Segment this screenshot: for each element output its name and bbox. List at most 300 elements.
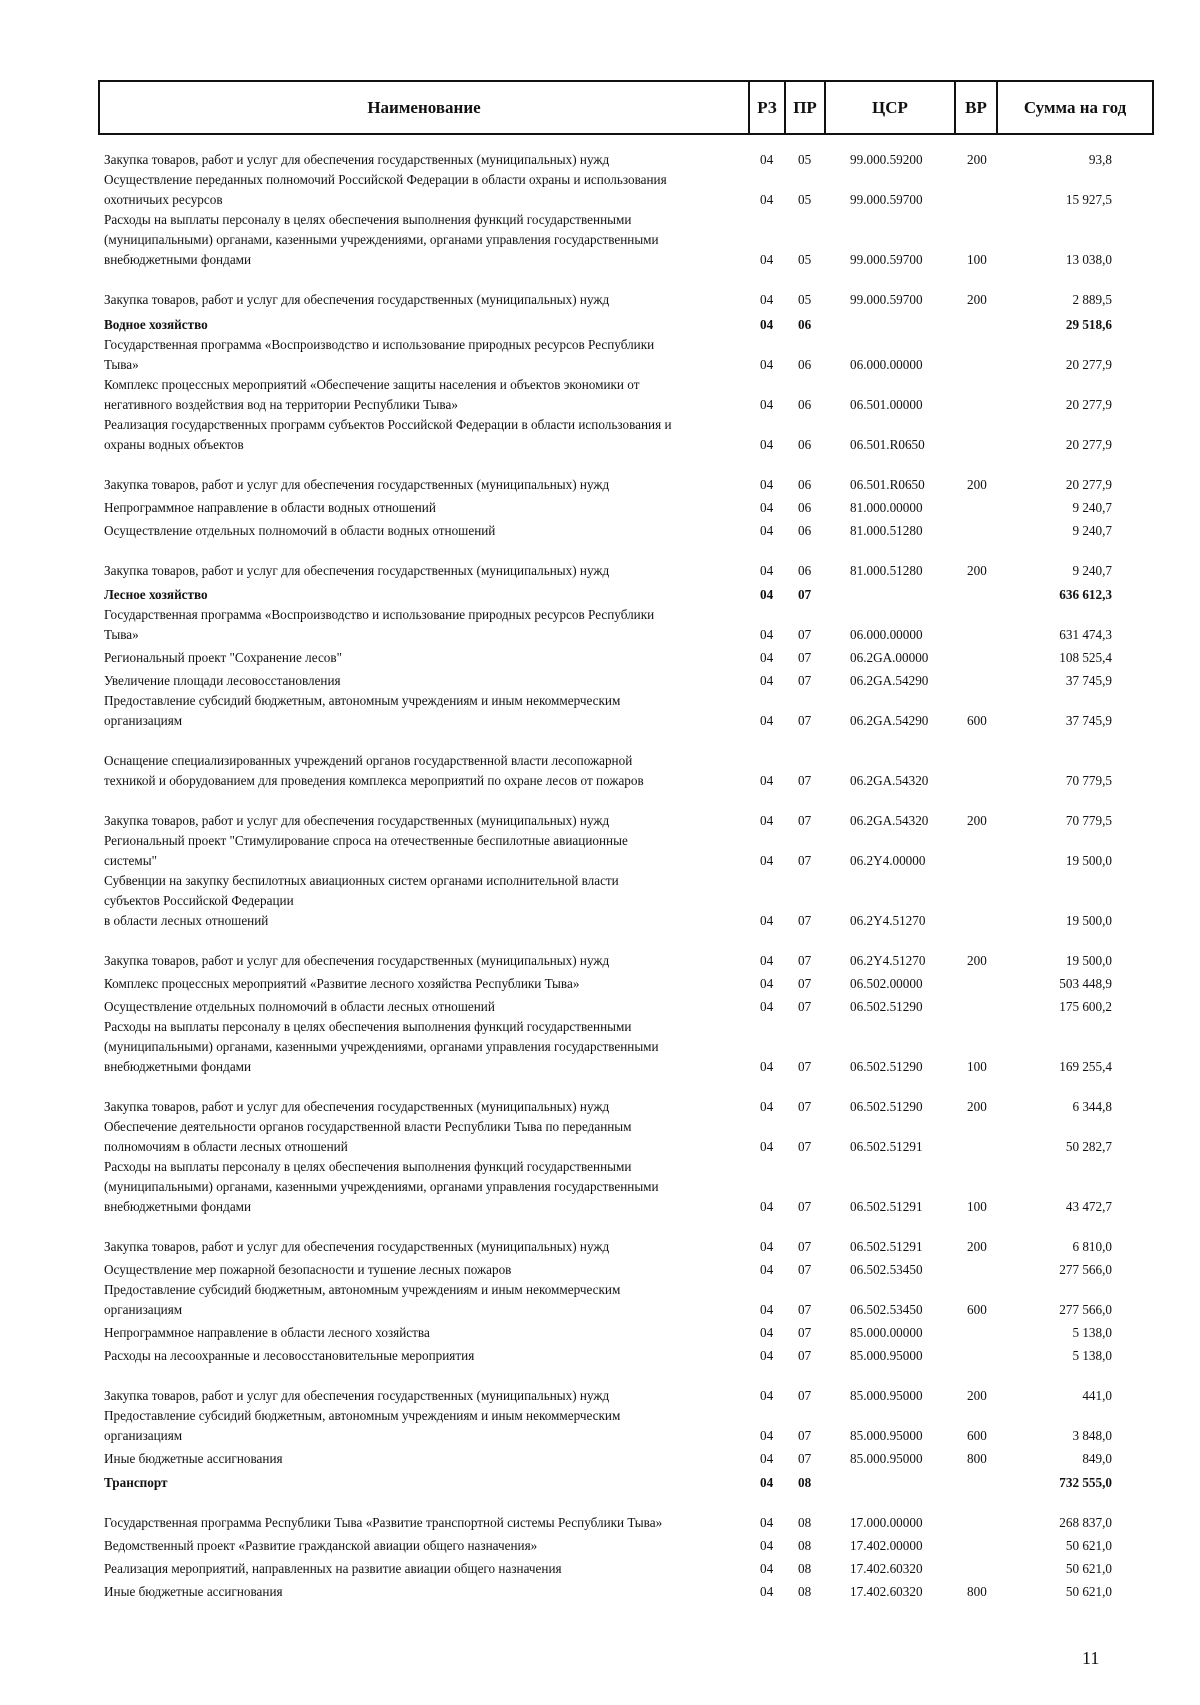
row-rz: 04 [760, 1325, 774, 1340]
row-name-line: Непрограммное направление в области лесного хозяйства [104, 1325, 430, 1340]
row-sum: 37 745,9 [1065, 713, 1112, 728]
table-row [0, 1473, 1200, 1493]
table-row [0, 1237, 1200, 1257]
row-name-line: Закупка товаров, работ и услуг для обеспечения государственных (муниципальных) нужд [104, 1099, 610, 1114]
row-rz: 04 [760, 317, 774, 332]
row-csr: 99.000.59700 [850, 192, 923, 207]
row-rz: 04 [760, 650, 774, 665]
row-pr: 08 [798, 1475, 812, 1490]
row-csr: 06.2Y4.51270 [850, 913, 926, 928]
row-vr: 200 [967, 953, 987, 968]
row-name [104, 1017, 754, 1077]
row-name-line: Региональный проект "Сохранение лесов" [104, 650, 342, 665]
row-rz: 04 [760, 1538, 774, 1553]
row-pr: 07 [798, 1199, 812, 1214]
table-row [0, 415, 1200, 455]
row-name-line: Закупка товаров, работ и услуг для обеспечения государственных (муниципальных) нужд [104, 1239, 610, 1254]
row-pr: 06 [798, 357, 812, 372]
row-csr: 81.000.51280 [850, 563, 923, 578]
row-csr: 06.502.51290 [850, 1099, 923, 1114]
row-pr: 07 [798, 673, 812, 688]
row-pr: 08 [798, 1584, 812, 1599]
row-vr: 200 [967, 1239, 987, 1254]
row-name-line: Осуществление переданных полномочий Российской Федерации в области охраны и использования [104, 172, 667, 187]
row-name-line: Увеличение площади лесовосстановления [104, 673, 341, 688]
row-name-line: Комплекс процессных мероприятий «Обеспечение защиты населения и объектов экономики от [104, 377, 640, 392]
row-name [104, 1406, 754, 1446]
table-row [0, 561, 1200, 581]
row-name-line: Оснащение специализированных учреждений органов государственной власти лесопожарной [104, 753, 633, 768]
row-rz: 04 [760, 773, 774, 788]
row-name [104, 1097, 754, 1117]
row-rz: 04 [760, 437, 774, 452]
row-pr: 07 [798, 713, 812, 728]
row-name-line: Государственная программа «Воспроизводство и использование природных ресурсов Республики [104, 337, 655, 352]
row-name [104, 210, 754, 270]
row-name-line: Реализация мероприятий, направленных на развитие авиации общего назначения [104, 1561, 562, 1576]
row-pr: 07 [798, 773, 812, 788]
row-pr: 08 [798, 1538, 812, 1553]
row-pr: 07 [798, 587, 812, 602]
row-name-line: Расходы на лесоохранные и лесовосстановительные мероприятия [104, 1348, 475, 1363]
row-name-line: Обеспечение деятельности органов государственной власти Республики Тыва по переданным [104, 1119, 632, 1134]
row-vr: 200 [967, 563, 987, 578]
row-name-line: техникой и оборудованием для проведения комплекса мероприятий по охране лесов от пожаров [104, 773, 644, 788]
table-row [0, 1559, 1200, 1579]
row-rz: 04 [760, 500, 774, 515]
row-name-line: внебюджетными фондами [104, 1199, 252, 1214]
row-name [104, 1157, 754, 1217]
table-row [0, 150, 1200, 170]
row-name-line: Закупка товаров, работ и услуг для обеспечения государственных (муниципальных) нужд [104, 292, 610, 307]
row-csr: 85.000.00000 [850, 1325, 923, 1340]
row-rz: 04 [760, 1561, 774, 1576]
row-name-line: Государственная программа Республики Тыва «Развитие транспортной системы Республики Тыва» [104, 1515, 663, 1530]
row-sum: 19 500,0 [1065, 853, 1112, 868]
row-rz: 04 [760, 713, 774, 728]
row-pr: 07 [798, 853, 812, 868]
row-rz: 04 [760, 1515, 774, 1530]
row-pr: 07 [798, 1451, 812, 1466]
row-csr: 06.502.53450 [850, 1302, 923, 1317]
row-rz: 04 [760, 913, 774, 928]
table-row [0, 1513, 1200, 1533]
row-sum: 50 621,0 [1065, 1584, 1112, 1599]
row-csr: 06.2GA.54290 [850, 713, 929, 728]
header-vr: ВР [954, 82, 996, 133]
row-sum: 70 779,5 [1065, 773, 1112, 788]
row-name [104, 997, 754, 1017]
row-vr: 100 [967, 1059, 987, 1074]
row-name-line: охотничьих ресурсов [104, 192, 223, 207]
row-pr: 07 [798, 1239, 812, 1254]
table-row [0, 335, 1200, 375]
row-pr: 06 [798, 500, 812, 515]
row-name-line: Тыва» [104, 357, 139, 372]
table-row [0, 1386, 1200, 1406]
row-name-line: организациям [104, 1302, 183, 1317]
row-vr: 800 [967, 1451, 987, 1466]
row-name-line: Осуществление мер пожарной безопасности и тушение лесных пожаров [104, 1262, 512, 1277]
row-pr: 07 [798, 1099, 812, 1114]
table-row [0, 585, 1200, 605]
row-sum: 2 889,5 [1072, 292, 1112, 307]
row-name-line: Реализация государственных программ субъектов Российской Федерации в области использования и [104, 417, 672, 432]
row-pr: 06 [798, 477, 812, 492]
row-name [104, 811, 754, 831]
table-row [0, 1406, 1200, 1446]
row-csr: 06.501.R0650 [850, 437, 925, 452]
row-pr: 07 [798, 813, 812, 828]
header-name: Наименование [367, 97, 481, 117]
row-name [104, 375, 754, 415]
row-name-line: Предоставление субсидий бюджетным, автономным учреждениям и иным некоммерческим [104, 1408, 621, 1423]
row-name-line: Водное хозяйство [104, 317, 208, 332]
row-csr: 99.000.59700 [850, 292, 923, 307]
row-sum: 732 555,0 [1059, 1475, 1112, 1490]
table-row [0, 671, 1200, 691]
row-rz: 04 [760, 252, 774, 267]
row-csr: 17.402.60320 [850, 1561, 923, 1576]
row-sum: 9 240,7 [1072, 523, 1112, 538]
row-pr: 05 [798, 152, 812, 167]
row-sum: 631 474,3 [1059, 627, 1112, 642]
row-pr: 05 [798, 192, 812, 207]
row-vr: 200 [967, 152, 987, 167]
row-name [104, 475, 754, 495]
row-name-line: Государственная программа «Воспроизводство и использование природных ресурсов Республики [104, 607, 655, 622]
row-name [104, 1449, 754, 1469]
row-name [104, 974, 754, 994]
row-name [104, 1536, 754, 1556]
row-csr: 06.2GA.54290 [850, 673, 929, 688]
row-name-line: (муниципальными) органами, казенными учреждениями, органами управления государственными [104, 232, 659, 247]
row-name-line: негативного воздействия вод на территории Республики Тыва» [104, 397, 458, 412]
row-name-line: организациям [104, 1428, 183, 1443]
row-sum: 20 277,9 [1065, 357, 1112, 372]
row-sum: 20 277,9 [1065, 397, 1112, 412]
row-rz: 04 [760, 1348, 774, 1363]
row-rz: 04 [760, 1059, 774, 1074]
row-csr: 17.402.00000 [850, 1538, 923, 1553]
row-name-line: Расходы на выплаты персоналу в целях обеспечения выполнения функций государственными [104, 1019, 632, 1034]
row-name-line: Закупка товаров, работ и услуг для обеспечения государственных (муниципальных) нужд [104, 813, 610, 828]
row-sum: 50 621,0 [1065, 1561, 1112, 1576]
table-row [0, 648, 1200, 668]
table-row [0, 831, 1200, 871]
row-sum: 70 779,5 [1065, 813, 1112, 828]
row-csr: 06.2Y4.51270 [850, 953, 926, 968]
row-pr: 06 [798, 317, 812, 332]
row-name-line: Непрограммное направление в области водных отношений [104, 500, 436, 515]
row-name-line: Закупка товаров, работ и услуг для обеспечения государственных (муниципальных) нужд [104, 477, 610, 492]
row-csr: 06.2GA.54320 [850, 813, 929, 828]
row-name-line: Ведомственный проект «Развитие гражданской авиации общего назначения» [104, 1538, 538, 1553]
row-rz: 04 [760, 853, 774, 868]
row-name-line: Предоставление субсидий бюджетным, автономным учреждениям и иным некоммерческим [104, 693, 621, 708]
row-vr: 600 [967, 1428, 987, 1443]
row-name [104, 605, 754, 645]
row-csr: 06.502.51290 [850, 999, 923, 1014]
row-sum: 3 848,0 [1072, 1428, 1112, 1443]
row-rz: 04 [760, 1239, 774, 1254]
row-name [104, 498, 754, 518]
row-vr: 200 [967, 1099, 987, 1114]
row-name-line: Транспорт [104, 1475, 168, 1490]
row-vr: 200 [967, 1388, 987, 1403]
row-csr: 06.502.00000 [850, 976, 923, 991]
row-rz: 04 [760, 1302, 774, 1317]
table-row [0, 315, 1200, 335]
table-row [0, 974, 1200, 994]
row-sum: 5 138,0 [1072, 1325, 1112, 1340]
row-csr: 06.502.51291 [850, 1139, 923, 1154]
row-rz: 04 [760, 357, 774, 372]
table-row [0, 1346, 1200, 1366]
table-row [0, 1097, 1200, 1117]
row-name-line: Осуществление отдельных полномочий в области водных отношений [104, 523, 496, 538]
row-sum: 50 282,7 [1065, 1139, 1112, 1154]
row-name-line: Закупка товаров, работ и услуг для обеспечения государственных (муниципальных) нужд [104, 1388, 610, 1403]
row-name-line: Субвенции на закупку беспилотных авиационных систем органами исполнительной власти [104, 873, 619, 888]
row-rz: 04 [760, 477, 774, 492]
row-name [104, 521, 754, 541]
row-sum: 503 448,9 [1059, 976, 1112, 991]
row-rz: 04 [760, 1475, 774, 1490]
row-name-line: внебюджетными фондами [104, 1059, 252, 1074]
row-rz: 04 [760, 523, 774, 538]
row-name-line: полномочиям в области лесных отношений [104, 1139, 348, 1154]
row-sum: 268 837,0 [1059, 1515, 1112, 1530]
row-sum: 277 566,0 [1059, 1302, 1112, 1317]
row-sum: 29 518,6 [1065, 317, 1112, 332]
row-rz: 04 [760, 587, 774, 602]
header-pr: ПР [784, 82, 824, 133]
header-rz: РЗ [748, 82, 784, 133]
table-row [0, 605, 1200, 645]
row-name-line: охраны водных объектов [104, 437, 244, 452]
row-csr: 06.2GA.00000 [850, 650, 929, 665]
table-row [0, 751, 1200, 791]
row-name [104, 290, 754, 310]
row-rz: 04 [760, 152, 774, 167]
row-vr: 600 [967, 1302, 987, 1317]
row-sum: 93,8 [1088, 152, 1112, 167]
row-sum: 175 600,2 [1059, 999, 1112, 1014]
row-name [104, 751, 754, 791]
row-name [104, 1513, 754, 1533]
row-vr: 800 [967, 1584, 987, 1599]
row-csr: 06.502.51291 [850, 1199, 923, 1214]
row-pr: 07 [798, 1428, 812, 1443]
row-rz: 04 [760, 1099, 774, 1114]
table-row [0, 170, 1200, 210]
row-pr: 07 [798, 1325, 812, 1340]
row-rz: 04 [760, 813, 774, 828]
row-csr: 85.000.95000 [850, 1388, 923, 1403]
table-row [0, 210, 1200, 270]
row-rz: 04 [760, 673, 774, 688]
table-row [0, 1157, 1200, 1217]
row-csr: 85.000.95000 [850, 1428, 923, 1443]
row-sum: 6 810,0 [1072, 1239, 1112, 1254]
row-name [104, 1346, 754, 1366]
row-name [104, 1260, 754, 1280]
row-name-line: субъектов Российской Федерации [104, 893, 294, 908]
row-pr: 05 [798, 252, 812, 267]
row-csr: 06.502.51290 [850, 1059, 923, 1074]
row-name-line: Расходы на выплаты персоналу в целях обеспечения выполнения функций государственными [104, 1159, 632, 1174]
row-sum: 9 240,7 [1072, 500, 1112, 515]
row-name-line: Предоставление субсидий бюджетным, автономным учреждениям и иным некоммерческим [104, 1282, 621, 1297]
row-pr: 07 [798, 627, 812, 642]
table-row [0, 1260, 1200, 1280]
table-row [0, 1536, 1200, 1556]
row-rz: 04 [760, 976, 774, 991]
row-vr: 600 [967, 713, 987, 728]
row-name [104, 335, 754, 375]
row-rz: 04 [760, 627, 774, 642]
row-csr: 17.402.60320 [850, 1584, 923, 1599]
table-row [0, 290, 1200, 310]
row-sum: 19 500,0 [1065, 913, 1112, 928]
row-name [104, 671, 754, 691]
row-pr: 08 [798, 1515, 812, 1530]
header-csr: ЦСР [824, 82, 954, 133]
row-pr: 07 [798, 913, 812, 928]
row-sum: 6 344,8 [1072, 1099, 1112, 1114]
row-rz: 04 [760, 292, 774, 307]
row-name-line: Закупка товаров, работ и услуг для обеспечения государственных (муниципальных) нужд [104, 953, 610, 968]
row-rz: 04 [760, 1388, 774, 1403]
row-name-line: Иные бюджетные ассигнования [104, 1584, 283, 1599]
row-csr: 17.000.00000 [850, 1515, 923, 1530]
row-csr: 06.502.51291 [850, 1239, 923, 1254]
row-csr: 06.2GA.54320 [850, 773, 929, 788]
row-name-line: внебюджетными фондами [104, 252, 252, 267]
row-csr: 99.000.59200 [850, 152, 923, 167]
row-vr: 200 [967, 813, 987, 828]
row-sum: 13 038,0 [1065, 252, 1112, 267]
row-name [104, 871, 754, 931]
table-row [0, 1582, 1200, 1602]
row-sum: 108 525,4 [1059, 650, 1112, 665]
row-name-line: Региональный проект "Стимулирование спроса на отечественные беспилотные авиационные [104, 833, 628, 848]
row-pr: 05 [798, 292, 812, 307]
table-row [0, 375, 1200, 415]
row-rz: 04 [760, 397, 774, 412]
row-name [104, 1237, 754, 1257]
table-row [0, 871, 1200, 931]
row-sum: 20 277,9 [1065, 477, 1112, 492]
row-name-line: системы" [104, 853, 157, 868]
row-csr: 81.000.00000 [850, 500, 923, 515]
row-sum: 19 500,0 [1065, 953, 1112, 968]
row-pr: 06 [798, 397, 812, 412]
row-name-line: Комплекс процессных мероприятий «Развитие лесного хозяйства Республики Тыва» [104, 976, 580, 991]
row-name-line: Расходы на выплаты персоналу в целях обеспечения выполнения функций государственными [104, 212, 632, 227]
row-vr: 100 [967, 1199, 987, 1214]
row-csr: 81.000.51280 [850, 523, 923, 538]
row-pr: 07 [798, 1139, 812, 1154]
row-name-line: (муниципальными) органами, казенными учреждениями, органами управления государственными [104, 1179, 659, 1194]
row-sum: 636 612,3 [1059, 587, 1112, 602]
row-rz: 04 [760, 563, 774, 578]
row-rz: 04 [760, 1428, 774, 1443]
row-sum: 441,0 [1082, 1388, 1112, 1403]
row-pr: 07 [798, 976, 812, 991]
header-sum: Сумма на год [996, 82, 1152, 133]
row-name-line: Закупка товаров, работ и услуг для обеспечения государственных (муниципальных) нужд [104, 152, 610, 167]
row-rz: 04 [760, 1139, 774, 1154]
row-name [104, 170, 754, 210]
row-name [104, 1386, 754, 1406]
row-name [104, 315, 754, 335]
row-name [104, 1323, 754, 1343]
row-name [104, 150, 754, 170]
row-csr: 06.000.00000 [850, 357, 923, 372]
row-vr: 200 [967, 477, 987, 492]
row-name [104, 561, 754, 581]
row-rz: 04 [760, 192, 774, 207]
row-name [104, 951, 754, 971]
table-row [0, 997, 1200, 1017]
row-csr: 06.501.00000 [850, 397, 923, 412]
row-name [104, 691, 754, 731]
row-name-line: в области лесных отношений [104, 913, 269, 928]
table-row [0, 521, 1200, 541]
row-csr: 06.501.R0650 [850, 477, 925, 492]
row-vr: 200 [967, 292, 987, 307]
row-name [104, 831, 754, 871]
row-rz: 04 [760, 1262, 774, 1277]
table-row [0, 691, 1200, 731]
row-csr: 85.000.95000 [850, 1348, 923, 1363]
row-pr: 07 [798, 650, 812, 665]
row-csr: 99.000.59700 [850, 252, 923, 267]
table-row [0, 1017, 1200, 1077]
row-sum: 50 621,0 [1065, 1538, 1112, 1553]
row-pr: 07 [798, 1348, 812, 1363]
row-name-line: (муниципальными) органами, казенными учреждениями, органами управления государственными [104, 1039, 659, 1054]
row-rz: 04 [760, 1584, 774, 1599]
table-row [0, 475, 1200, 495]
row-sum: 9 240,7 [1072, 563, 1112, 578]
row-sum: 277 566,0 [1059, 1262, 1112, 1277]
table-row [0, 498, 1200, 518]
row-csr: 85.000.95000 [850, 1451, 923, 1466]
table-row [0, 1449, 1200, 1469]
row-pr: 07 [798, 1388, 812, 1403]
row-pr: 06 [798, 563, 812, 578]
row-sum: 849,0 [1082, 1451, 1112, 1466]
table-row [0, 1280, 1200, 1320]
table-row [0, 951, 1200, 971]
row-csr: 06.000.00000 [850, 627, 923, 642]
row-pr: 08 [798, 1561, 812, 1576]
row-pr: 07 [798, 999, 812, 1014]
row-name [104, 1582, 754, 1602]
row-pr: 07 [798, 1059, 812, 1074]
row-sum: 37 745,9 [1065, 673, 1112, 688]
table-row [0, 1323, 1200, 1343]
row-sum: 43 472,7 [1065, 1199, 1112, 1214]
row-sum: 169 255,4 [1059, 1059, 1112, 1074]
row-name-line: Лесное хозяйство [104, 587, 208, 602]
row-pr: 07 [798, 1262, 812, 1277]
row-vr: 100 [967, 252, 987, 267]
row-pr: 06 [798, 437, 812, 452]
